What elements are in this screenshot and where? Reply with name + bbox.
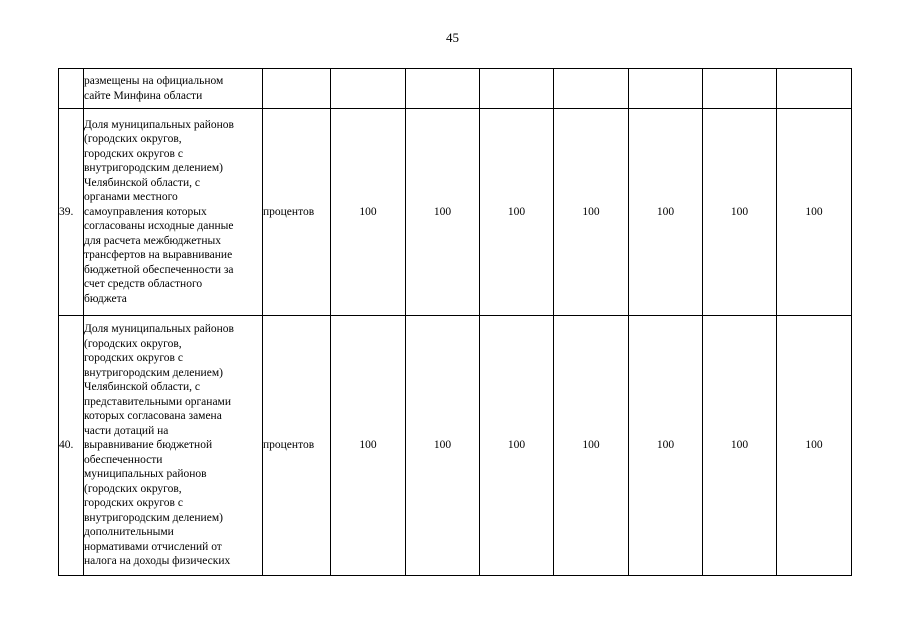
- row-value: 100: [480, 316, 554, 576]
- row-value: 100: [629, 109, 703, 316]
- row-value: [629, 69, 703, 109]
- row-value: [331, 69, 406, 109]
- table-row: [59, 316, 852, 576]
- row-description: размещены на официальном сайте Минфина области: [84, 69, 263, 109]
- row-value: [703, 69, 777, 109]
- row-value: 100: [703, 316, 777, 576]
- row-value: 100: [777, 109, 852, 316]
- row-number: 40.: [59, 316, 84, 576]
- row-value: 100: [629, 316, 703, 576]
- table-row: [59, 69, 852, 109]
- row-value: 100: [406, 316, 480, 576]
- row-unit: процентов: [263, 109, 331, 316]
- row-number: 39.: [59, 109, 84, 316]
- row-value: 100: [554, 109, 629, 316]
- row-value: 100: [554, 316, 629, 576]
- row-value: 100: [703, 109, 777, 316]
- row-value: 100: [331, 316, 406, 576]
- row-value: 100: [406, 109, 480, 316]
- row-value: 100: [777, 316, 852, 576]
- row-value: 100: [480, 109, 554, 316]
- page-number: 45: [446, 30, 459, 45]
- row-value: [554, 69, 629, 109]
- row-value: [777, 69, 852, 109]
- row-value: 100: [331, 109, 406, 316]
- row-description: Доля муниципальных районов (городских округов, городских округов с внутригородским делением) Челябинской области, с представительными органами которых согласована замена части дотаций на выравнивание бюджетной обеспеченности муниципальных районов (городских округов, городских округов с внутригородским делением) дополнительными нормативами отчислений от налога на доходы физических: [84, 316, 263, 576]
- row-unit: [263, 69, 331, 109]
- table-row: [59, 109, 852, 316]
- row-number: [59, 69, 84, 109]
- row-value: [406, 69, 480, 109]
- indicators-table: [58, 68, 852, 576]
- row-value: [480, 69, 554, 109]
- row-description: Доля муниципальных районов (городских округов, городских округов с внутригородским делением) Челябинской области, с органами местного самоуправления которых согласованы исходные данные для расчета межбюджетных трансфертов на выравнивание бюджетной обеспеченности за счет средств областного бюджета: [84, 109, 263, 316]
- row-unit: процентов: [263, 316, 331, 576]
